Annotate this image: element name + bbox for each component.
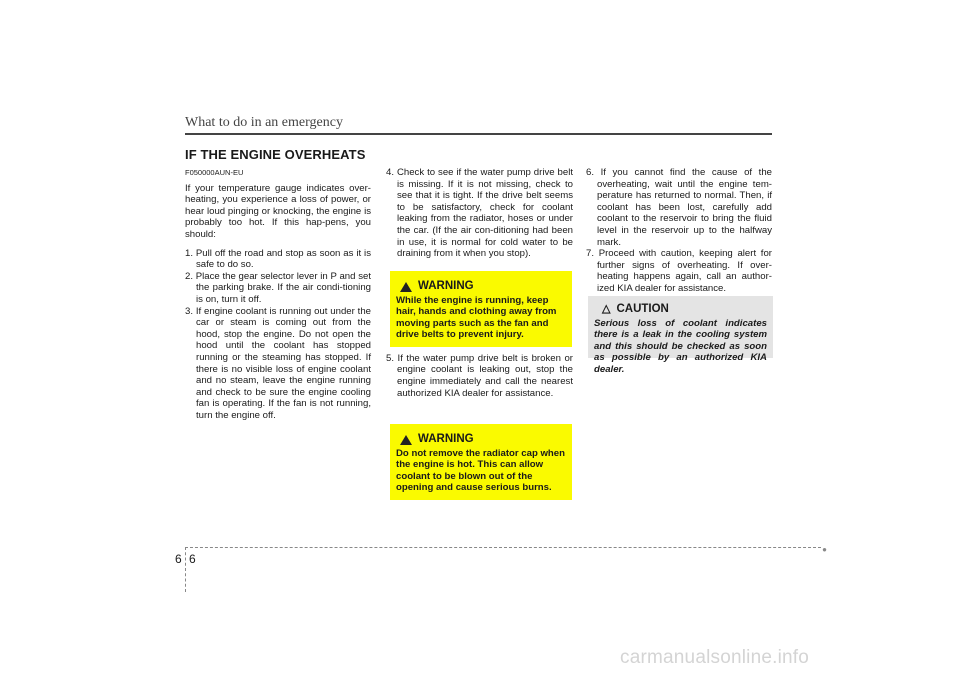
warning-box-1 xyxy=(390,271,572,347)
caution-label: CAUTION xyxy=(616,303,669,315)
caution-text: Serious loss of coolant indicates there is a leak in the cooling system and this should be checked as soon as possible by an authorized KIA dealer. xyxy=(594,317,767,375)
step-5: 5. If the water pump drive belt is broken or engine coolant is leaking out, stop the engine immediately and call the nearest authorized KIA dealer for assistance. xyxy=(386,352,573,399)
warning-icon xyxy=(400,435,412,445)
header-rule xyxy=(185,133,772,135)
column-3 xyxy=(586,167,772,295)
intro-paragraph: If your temperature gauge indicates over-heating, you experience a loss of power, or hear loud pinging or knocking, the engine is probably too hot. If this hap-pens, you should: xyxy=(185,182,371,240)
steps-list-1 xyxy=(185,248,371,422)
warning-label-1: WARNING xyxy=(418,280,474,292)
section-title: What to do in an emergency xyxy=(185,115,343,130)
column-1 xyxy=(185,167,371,421)
caution-title xyxy=(602,304,767,316)
warning-title-1 xyxy=(400,281,566,293)
step-1: 1. Pull off the road and stop as soon as it is safe to do so. xyxy=(185,247,371,271)
warning-title-2 xyxy=(400,434,566,446)
warning-box-2 xyxy=(390,424,572,500)
footer-rule: ● xyxy=(185,547,821,548)
watermark: carmanualsonline.info xyxy=(620,647,810,668)
caution-triangle-icon: △ xyxy=(602,303,611,316)
step-7: 7. Proceed with caution, keeping alert for further signs of overheating. If over-heating happens again, call an author-ized KIA dealer for assistance. xyxy=(586,248,772,294)
warning-text-1: While the engine is running, keep hair, hands and clothing away from moving parts such as the fan and drive belts to prevent injury. xyxy=(396,294,557,341)
steps-list-3 xyxy=(386,353,573,399)
warning-icon xyxy=(400,282,412,292)
document-code: F050000AUN-EU xyxy=(185,168,244,177)
step-3: 3. If engine coolant is running out under the car or steam is coming out from the hood, stop the engine. Do not open the hood until the coolant has stopped running or the steaming has stopped. If there is no visible loss of engine coolant and no steam, leave the engine running and check to be sure the engine cooling fan is operating. If the fan is not running, turn the engine off. xyxy=(185,305,371,421)
step-2: 2. Place the gear selector lever in P and set the parking brake. If the air condi-tioning is on, turn it off. xyxy=(185,270,371,305)
steps-list-2 xyxy=(386,167,573,260)
page-heading: IF THE ENGINE OVERHEATS xyxy=(185,147,366,162)
warning-label-2: WARNING xyxy=(418,433,474,445)
chapter-number: 6 xyxy=(175,552,182,566)
caution-box xyxy=(588,296,773,375)
footer-vertical-rule xyxy=(185,547,186,592)
step-4: 4. Check to see if the water pump drive belt is missing. If it is not missing, check to see that it is tight. If the drive belt seems to be satisfactory, check for coolant leaking from the radiator, hoses or under the car. (If the air con-ditioning had been in use, it is normal for cold water to be draining from it when you stop). xyxy=(386,167,573,260)
warning-text-2: Do not remove the radiator cap when the engine is hot. This can allow coolant to be blown out of the opening and cause serious burns. xyxy=(396,447,565,494)
steps-list-4 xyxy=(586,167,772,295)
step-6: 6. If you cannot find the cause of the overheating, wait until the engine tem-perature has returned to normal. Then, if coolant has been lost, carefully add coolant to the reservoir to bring the fluid level in the reservoir up to the halfway mark. xyxy=(586,167,772,248)
page-number: 6 xyxy=(189,552,196,566)
